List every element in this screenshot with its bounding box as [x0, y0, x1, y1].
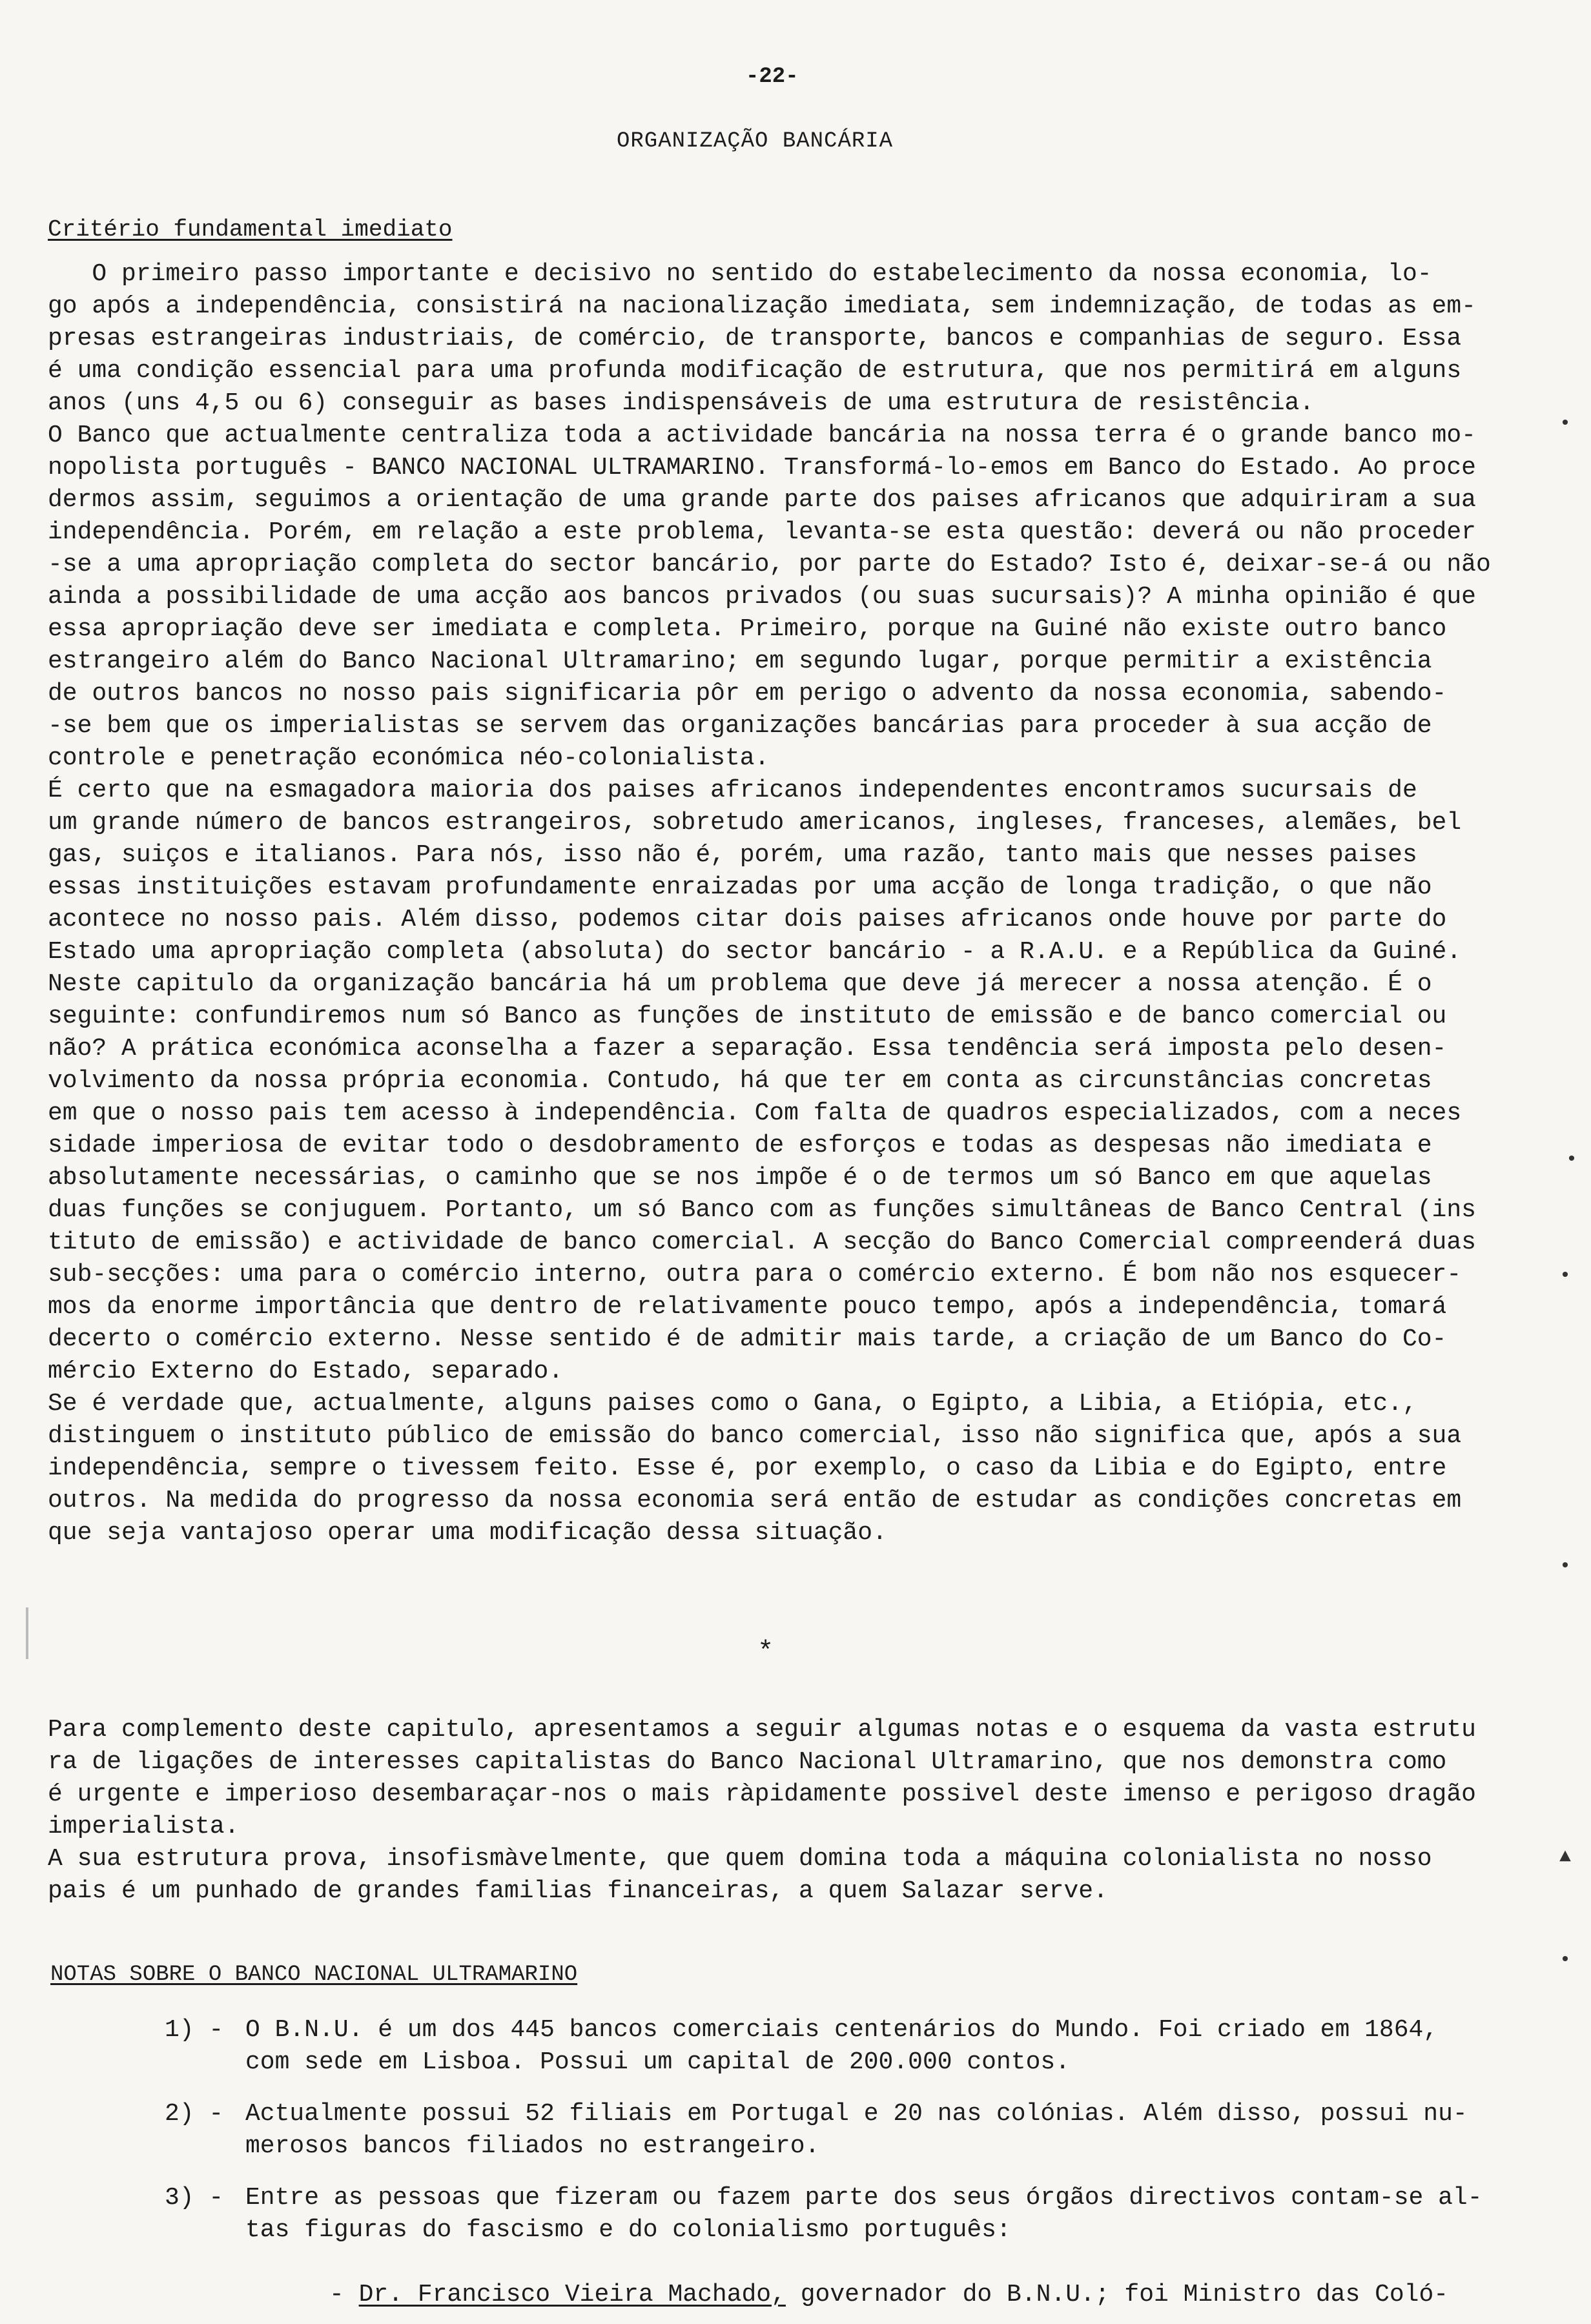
margin-mark: •	[1559, 1265, 1572, 1287]
text-line: outros. Na medida do progresso da nossa economia será então de estudar as condições concretas em	[48, 1487, 1462, 1514]
text-line: é uma condição essencial para uma profunda modificação de estrutura, que nos permitirá em alguns	[48, 357, 1462, 385]
text-line: distinguem o instituto público de emissão do banco comercial, isso não significa que, após a sua	[48, 1422, 1462, 1450]
text-line: nopolista português - BANCO NACIONAL ULTRAMARINO. Transformá-lo-emos em Banco do Estado. Ao proce	[48, 454, 1476, 482]
sub-item-text: governador do B.N.U.; foi Ministro das Coló-	[785, 2281, 1449, 2309]
text-line: É certo que na esmagadora maioria dos paises africanos independentes encontramos sucursais de	[48, 777, 1417, 804]
list-item	[165, 2098, 1534, 2163]
text-line: Estado uma apropriação completa (absoluta) do sector bancário - a R.A.U. e a República da Guiné.	[48, 938, 1462, 966]
margin-mark: •	[1559, 1556, 1572, 1578]
text-line: ra de ligações de interesses capitalistas do Banco Nacional Ultramarino, que nos demonstra como	[48, 1748, 1447, 1776]
margin-mark: •	[1559, 1950, 1572, 1972]
note-number: 1) -	[165, 2016, 224, 2044]
text-line: que seja vantajoso operar uma modificação dessa situação.	[48, 1519, 887, 1547]
text-line: O Banco que actualmente centraliza toda a actividade bancária na nossa terra é o grande banco mo-	[48, 422, 1476, 449]
text-line: O primeiro passo importante e decisivo no sentido do estabelecimento da nossa economia, lo-	[48, 260, 1432, 288]
text-line: Para complemento deste capitulo, apresentamos a seguir algumas notas e o esquema da vasta estrutu	[48, 1716, 1476, 1744]
sub-item	[329, 2279, 1448, 2311]
text-line: -se a uma apropriação completa do sector bancário, por parte do Estado? Isto é, deixar-se-á ou não	[48, 551, 1491, 578]
note-line: O B.N.U. é um dos 445 bancos comerciais centenários do Mundo. Foi criado em 1864,	[245, 2016, 1439, 2044]
list-item	[165, 2182, 1534, 2247]
sub-item-dash: -	[329, 2281, 359, 2309]
text-line: sub-secções: uma para o comércio interno, outra para o comércio externo. É bom não nos esquecer-	[48, 1261, 1462, 1289]
text-line: um grande número de bancos estrangeiros, sobretudo americanos, ingleses, franceses, alemães, bel	[48, 809, 1462, 837]
text-line: sidade imperiosa de evitar todo o desdobramento de esforços e todas as despesas não imediata e	[48, 1132, 1432, 1159]
text-line: independência. Porém, em relação a este problema, levanta-se esta questão: deverá ou não proceder	[48, 518, 1476, 546]
text-line: presas estrangeiras industriais, de comércio, de transporte, bancos e companhias de seguro. Essa	[48, 325, 1462, 352]
note-line: tas figuras do fascismo e do colonialismo português:	[245, 2216, 1011, 2244]
note-number: 2) -	[165, 2100, 224, 2128]
main-body	[48, 258, 1533, 1549]
note-line: com sede em Lisboa. Possui um capital de 200.000 contos.	[245, 2048, 1071, 2076]
text-line: absolutamente necessárias, o caminho que se nos impõe é o de termos um só Banco em que aquelas	[48, 1164, 1432, 1192]
text-line: tituto de emissão) e actividade de banco comercial. A secção do Banco Comercial compreenderá duas	[48, 1228, 1476, 1256]
text-line: ainda a possibilidade de uma acção aos bancos privados (ou suas sucursais)? A minha opinião é que	[48, 583, 1476, 611]
text-line: anos (uns 4,5 ou 6) conseguir as bases indispensáveis de uma estrutura de resistência.	[48, 389, 1315, 417]
text-line: em que o nosso pais tem acesso à independência. Com falta de quadros especializados, com a neces	[48, 1099, 1462, 1127]
text-line: Se é verdade que, actualmente, alguns paises como o Gana, o Egipto, a Libia, a Etiópia, etc.,	[48, 1390, 1417, 1418]
text-line: controle e penetração económica néo-colonialista.	[48, 744, 770, 772]
text-line: volvimento da nossa própria economia. Contudo, há que ter em conta as circunstâncias concretas	[48, 1067, 1432, 1095]
text-line: -se bem que os imperialistas se servem das organizações bancárias para proceder à sua acção de	[48, 712, 1432, 740]
margin-mark: ▲	[1559, 1846, 1572, 1868]
text-line: go após a independência, consistirá na nacionalização imediata, sem indemnização, de todas as em-	[48, 292, 1476, 320]
text-line: de outros bancos no nosso pais significaria pôr em perigo o advento da nossa economia, sabendo-	[48, 680, 1447, 708]
text-line: acontece no nosso pais. Além disso, podemos citar dois paises africanos onde houve por parte do	[48, 906, 1447, 933]
list-item	[165, 2014, 1534, 2079]
text-line: seguinte: confundiremos num só Banco as funções de instituto de emissão e de banco comercial ou	[48, 1003, 1447, 1030]
text-line: essa apropriação deve ser imediata e completa. Primeiro, porque na Guiné não existe outro banco	[48, 615, 1447, 643]
margin-mark: •	[1566, 1149, 1578, 1171]
notes-heading: NOTAS SOBRE O BANCO NACIONAL ULTRAMARINO	[50, 1962, 578, 1987]
text-line: gas, suiços e italianos. Para nós, isso não é, porém, uma razão, tanto mais que nesses paises	[48, 841, 1417, 869]
sub-item-name: Dr. Francisco Vieira Machado,	[358, 2281, 786, 2309]
text-line: mércio Externo do Estado, separado.	[48, 1358, 564, 1385]
text-line: decerto o comércio externo. Nesse sentido é de admitir mais tarde, a criação de um Banco do Co-	[48, 1325, 1447, 1353]
text-line: essas instituições estavam profundamente enraizadas por uma acção de longa tradição, o que não	[48, 873, 1432, 901]
note-number: 3) -	[165, 2184, 224, 2212]
section-separator: *	[757, 1636, 774, 1667]
notes-list	[165, 2014, 1534, 2266]
text-line: estrangeiro além do Banco Nacional Ultramarino; em segundo lugar, porque permitir a existência	[48, 647, 1432, 675]
text-line: pais é um punhado de grandes familias financeiras, a quem Salazar serve.	[48, 1877, 1108, 1905]
text-line: A sua estrutura prova, insofismàvelmente, que quem domina toda a máquina colonialista no nosso	[48, 1845, 1432, 1873]
text-line: duas funções se conjuguem. Portanto, um só Banco com as funções simultâneas de Banco Central (ins	[48, 1196, 1476, 1224]
note-line: merosos bancos filiados no estrangeiro.	[245, 2132, 820, 2160]
page-number: -22-	[746, 65, 799, 89]
complement-paragraph	[48, 1714, 1533, 1908]
page-title: ORGANIZAÇÃO BANCÁRIA	[617, 129, 894, 154]
note-line: Actualmente possui 52 filiais em Portugal e 20 nas colónias. Além disso, possui nu-	[245, 2100, 1468, 2128]
margin-mark: •	[1559, 413, 1572, 435]
text-line: dermos assim, seguimos a orientação de uma grande parte dos paises africanos que adquiriram a sua	[48, 486, 1476, 514]
text-line: não? A prática económica aconselha a fazer a separação. Essa tendência será imposta pelo desen-	[48, 1035, 1447, 1063]
text-line: mos da enorme importância que dentro de relativamente pouco tempo, após a independência, tomará	[48, 1293, 1447, 1321]
text-line: independência, sempre o tivessem feito. Esse é, por exemplo, o caso da Libia e do Egipto, entre	[48, 1454, 1447, 1482]
text-line: Neste capitulo da organização bancária há um problema que deve já merecer a nossa atenção. É o	[48, 970, 1432, 998]
section-heading: Critério fundamental imediato	[48, 216, 453, 243]
text-line: é urgente e imperioso desembaraçar-nos o mais ràpidamente possivel deste imenso e perigoso dragão	[48, 1780, 1476, 1808]
scan-artifact	[26, 1607, 28, 1659]
note-line: Entre as pessoas que fizeram ou fazem parte dos seus órgãos directivos contam-se al-	[245, 2184, 1483, 2212]
text-line: imperialista.	[48, 1813, 240, 1840]
